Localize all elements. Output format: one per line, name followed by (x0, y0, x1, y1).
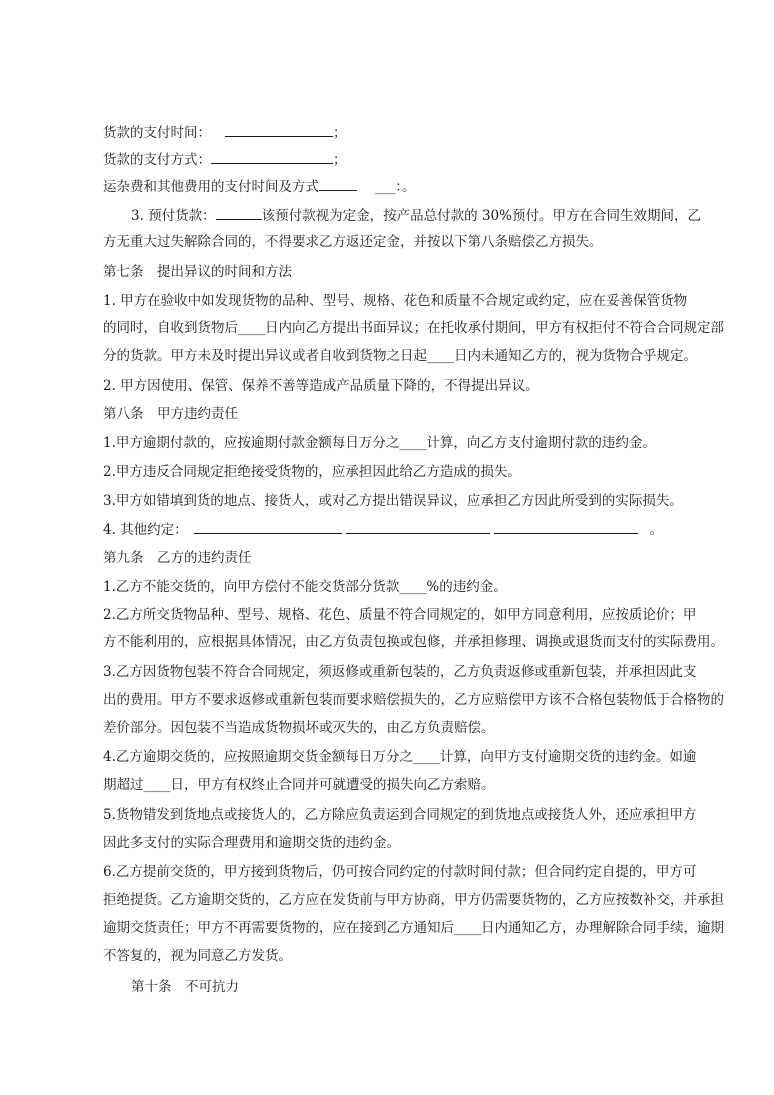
payment-method-line: 货款的支付方式： ； (103, 149, 347, 170)
freight-payment-line: 运杂费和其他费用的支付时间及方式 ___：。 (103, 176, 416, 197)
article-7-heading: 第七条 提出异议的时间和方法 (103, 264, 292, 280)
paragraph-line: 2.甲方违反合同规定拒绝接受货物的，应承担因此给乙方造成的损失。 (103, 464, 521, 480)
payment-time-line: 货款的支付时间： ； (103, 122, 347, 143)
paragraph-line: 期超过____日，甲方有权终止合同并可就遭受的损失向乙方索赔。 (103, 777, 495, 793)
article-8-heading: 第八条 甲方违约责任 (103, 406, 238, 422)
article-10-heading: 第十条 不可抗力 (131, 979, 239, 995)
paragraph-line: 的同时，自收到货物后____日内向乙方提出书面异议；在托收承付期间，甲方有权拒付不符合合同规定部 (103, 320, 724, 336)
paragraph-line: 1. 甲方在验收中如发现货物的品种、型号、规格、花色和质量不合规定或约定，应在妥善保管货物 (103, 293, 688, 309)
other-agreement-blank-3 (494, 519, 638, 534)
freight-blank (319, 176, 357, 191)
payment-time-blank (225, 122, 333, 137)
paragraph-line: 3.乙方因货物包装不符合合同规定，须返修或重新包装的，乙方负责返修或重新包装，并承担因此支 (103, 664, 697, 680)
days-blank: ____ (143, 777, 171, 793)
paragraph-line: 1.乙方不能交货的，向甲方偿付不能交货部分货款____%的违约金。 (103, 579, 507, 595)
percent-blank: ____ (399, 579, 427, 595)
paragraph-line: 方不能利用的，应根据具体情况，由乙方负责包换或包修，并承担修理、调换或退货而支付的实际费用。 (103, 634, 724, 650)
paragraph-line: 5.货物错发到货地点或接货人的，乙方除应负责运到合同规定的到货地点或接货人外，还应承担甲方 (103, 807, 697, 823)
other-agreement-blank-1 (194, 519, 342, 534)
paragraph-line: 2. 甲方因使用、保管、保养不善等造成产品质量下降的，不得提出异议。 (103, 378, 539, 394)
paragraph-line: 拒绝提货。乙方逾期交货的，乙方应在发货前与甲方协商，甲方仍需要货物的，乙方应按数补交，并承担 (103, 892, 724, 908)
paragraph-line: 3.甲方如错填到货的地点、接货人，或对乙方提出错误异议，应承担乙方因此所受到的实际损失。 (103, 493, 683, 509)
rate-blank: ____ (399, 435, 427, 451)
article-9-heading: 第九条 乙方的违约责任 (103, 550, 252, 566)
payment-method-blank (211, 149, 333, 164)
paragraph-line: 不答复的，视为同意乙方发货。 (103, 948, 292, 964)
prepayment-line: 3. 预付货款： 该预付款视为定金，按产品总付款的 30%预付。甲方在合同生效期间，乙 (131, 205, 701, 226)
prepayment-blank (216, 205, 262, 220)
other-agreement-line: 4. 其他约定： 。 (103, 519, 663, 540)
paragraph-line: 逾期交货责任；甲方不再需要货物的，应在接到乙方通知后____日内通知乙方，办理解除合同手续，逾期 (103, 920, 724, 936)
paragraph-line: 2.乙方所交货物品种、型号、规格、花色、质量不符合同规定的，如甲方同意利用，应按质论价；甲 (103, 607, 697, 623)
rate-blank: ____ (412, 749, 440, 765)
paragraph-line: 4.乙方逾期交货的，应按照逾期交货金额每日万分之____计算，向甲方支付逾期交货的违约金。如逾 (103, 749, 697, 765)
paragraph-line: 因此多支付的实际合理费用和逾期交货的违约金。 (103, 835, 400, 851)
other-agreement-blank-2 (346, 519, 490, 534)
paragraph-line: 方无重大过失解除合同的，不得要求乙方返还定金，并按以下第八条赔偿乙方损失。 (103, 234, 603, 250)
days-blank: ____ (238, 320, 265, 336)
days-blank: ____ (454, 920, 481, 936)
paragraph-line: 出的费用。甲方不要求返修或重新包装而要求赔偿损失的，乙方应赔偿甲方该不合格包装物低于合格物的 (103, 692, 724, 708)
paragraph-line: 1.甲方逾期付款的，应按逾期付款金额每日万分之____计算，向乙方支付逾期付款的违约金。 (103, 435, 656, 451)
paragraph-line: 6.乙方提前交货的，甲方接到货物后，仍可按合同约定的付款时间付款；但合同约定自提的，甲方可 (103, 864, 697, 880)
paragraph-line: 差价部分。因包装不当造成货物损坏或灭失的，由乙方负责赔偿。 (103, 720, 495, 736)
paragraph-line: 分的货款。甲方未及时提出异议或者自收到货物之日起____日内未通知乙方的，视为货物合乎规定。 (103, 348, 697, 364)
days-blank: ____ (427, 348, 454, 364)
